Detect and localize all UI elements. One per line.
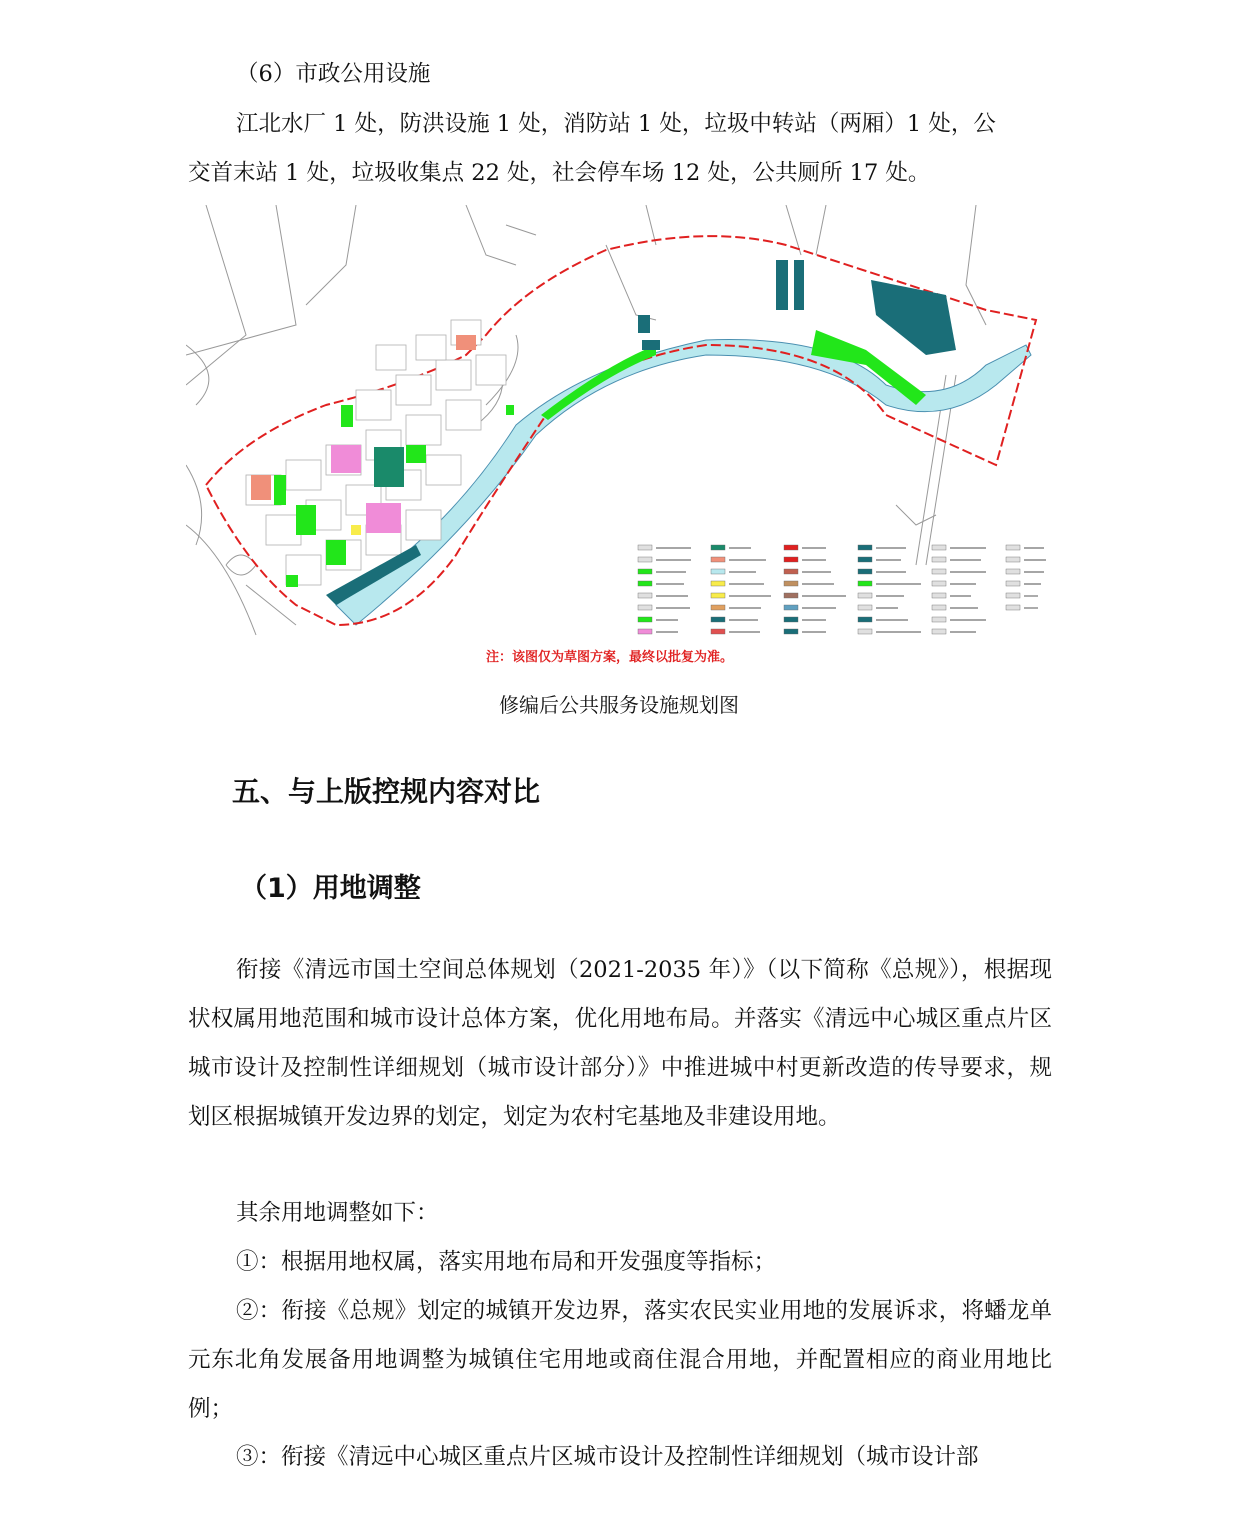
planning-map-figure (186, 205, 1052, 670)
body-paragraph-1: 衔接《清远市国土空间总体规划（2021-2035 年）》（以下简称《总规》），根据现状权属用地范围和城市设计总体方案，优化用地布局。并落实《清远中心城区重点片区城市设计及控制性详细规划（城市设计部分）》中推进城中村更新改造的传导要求，规划区根据城镇开发边界的划定，划定为农村宅基地及非建设用地。 (188, 957, 1052, 1130)
subheading-municipal-facilities: （6）市政公用设施 (236, 61, 431, 87)
body-paragraph-4: ②：衔接《总规》划定的城镇开发边界，落实农民实业用地的发展诉求，将蟠龙单元东北角发展备用地调整为城镇住宅用地或商住混合用地，并配置相应的商业用地比例； (188, 1298, 1052, 1422)
map-note: 注：该图仅为草图方案，最终以批复为准。 (486, 650, 734, 665)
figure-caption: 修编后公共服务设施规划图 (499, 693, 739, 717)
utilities-paragraph-line1: 江北水厂 1 处，防洪设施 1 处，消防站 1 处，垃圾中转站（两厢）1 处，公 (236, 111, 996, 137)
subsection-heading-land-adjustment: （1）用地调整 (240, 873, 421, 904)
utilities-paragraph-line2: 交首末站 1 处，垃圾收集点 22 处，社会停车场 12 处，公共厕所 17 处。 (188, 160, 931, 186)
body-paragraph-5: ③：衔接《清远中心城区重点片区城市设计及控制性详细规划（城市设计部 (236, 1444, 979, 1470)
body-paragraph-2: 其余用地调整如下： (236, 1200, 439, 1226)
section-heading-comparison: 五、与上版控规内容对比 (232, 775, 541, 808)
body-paragraph-3: ①：根据用地权属，落实用地布局和开发强度等指标； (236, 1249, 777, 1275)
planning-map (186, 205, 1052, 670)
